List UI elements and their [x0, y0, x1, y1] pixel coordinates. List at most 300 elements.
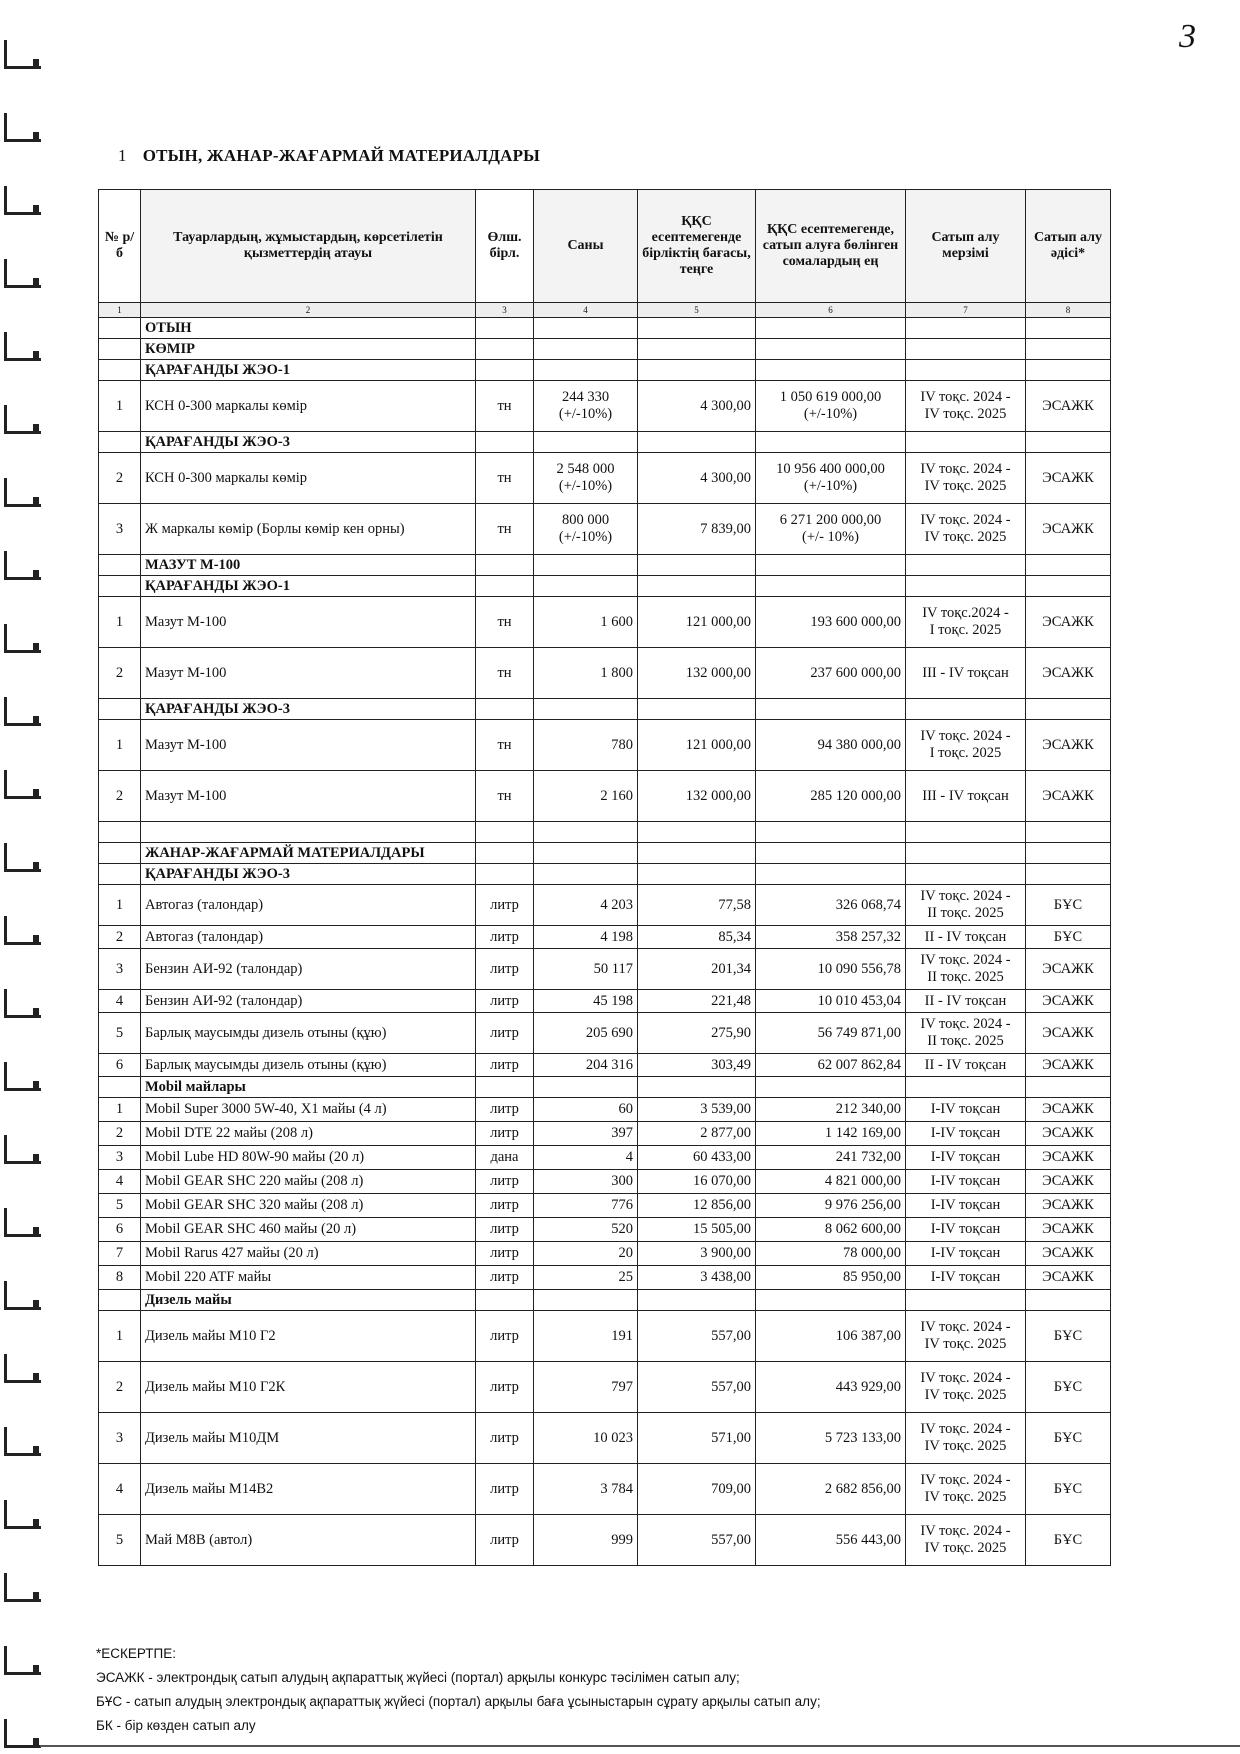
cell-item-name: Мазут М-100 [141, 771, 476, 822]
cell-unit-price: 709,00 [638, 1464, 756, 1515]
cell-unit: литр [476, 1362, 534, 1413]
footnote-line: БҰС - сатып алудың электрондық ақпараттық жүйесі (портал) арқылы баға ұсыныстарын сұрату арқылы сатып алу; [96, 1694, 821, 1709]
cell-item-name: Mobil 220 ATF майы [141, 1266, 476, 1290]
table-row [99, 885, 1111, 926]
cell-unit-price: 15 505,00 [638, 1218, 756, 1242]
binder-hook-icon [4, 1500, 41, 1529]
cell-number [99, 360, 141, 381]
table-row [99, 1413, 1111, 1464]
cell-item-name: Дизель майы М10 Г2 [141, 1311, 476, 1362]
binder-hook-icon [4, 770, 41, 799]
column-number-row [99, 303, 1111, 318]
section-row [99, 1290, 1111, 1311]
cell-empty [756, 576, 906, 597]
table-row [99, 1464, 1111, 1515]
section-row [99, 1077, 1111, 1098]
binder-holes [0, 0, 44, 1754]
cell-empty [638, 576, 756, 597]
binder-hook-icon [4, 1135, 41, 1164]
cell-number: 5 [99, 1194, 141, 1218]
binder-hook-icon [4, 989, 41, 1018]
cell-empty [476, 1290, 534, 1311]
cell-empty [638, 555, 756, 576]
cell-total: 358 257,32 [756, 926, 906, 949]
cell-empty [476, 699, 534, 720]
cell-empty [534, 1290, 638, 1311]
cell-number: 4 [99, 990, 141, 1013]
cell-empty [906, 576, 1026, 597]
cell-total: 106 387,00 [756, 1311, 906, 1362]
cell-unit-price: 121 000,00 [638, 597, 756, 648]
table-row [99, 1266, 1111, 1290]
cell-method: ЭСАЖК [1026, 648, 1111, 699]
cell-empty [638, 864, 756, 885]
cell-empty [534, 432, 638, 453]
cell-total: 56 749 871,00 [756, 1013, 906, 1054]
cell-unit: литр [476, 1013, 534, 1054]
cell-number: 4 [99, 1464, 141, 1515]
cell-item-name: Mobil GEAR SHC 220 майы (208 л) [141, 1170, 476, 1194]
cell-quantity: 244 330 (+/-10%) [534, 381, 638, 432]
cell-item-name: Мазут М-100 [141, 597, 476, 648]
cell-method: ЭСАЖК [1026, 720, 1111, 771]
cell-number: 5 [99, 1515, 141, 1566]
cell-empty [906, 1290, 1026, 1311]
binder-hook-icon [4, 1208, 41, 1237]
col-header-name: Тауарлардың, жұмыстардың, көрсетілетін қызметтердің атауы [141, 190, 476, 303]
cell-unit-price: 4 300,00 [638, 453, 756, 504]
cell-item-name: Барлық маусымды дизель отыны (құю) [141, 1013, 476, 1054]
cell-number: 3 [99, 949, 141, 990]
binder-hook-icon [4, 405, 41, 434]
cell-empty [638, 1077, 756, 1098]
col-header-number: № р/б [99, 190, 141, 303]
cell-item-name: Автогаз (талондар) [141, 885, 476, 926]
cell-total: 212 340,00 [756, 1098, 906, 1122]
cell-method: ЭСАЖК [1026, 1170, 1111, 1194]
section-label: КӨМІР [141, 339, 476, 360]
cell-empty [476, 822, 534, 843]
cell-empty [534, 699, 638, 720]
blank-row [99, 822, 1111, 843]
section-row [99, 432, 1111, 453]
cell-quantity: 205 690 [534, 1013, 638, 1054]
cell-empty [476, 864, 534, 885]
cell-number: 2 [99, 1362, 141, 1413]
cell-term: III - IV тоқсан [906, 771, 1026, 822]
cell-unit: литр [476, 885, 534, 926]
cell-method: ЭСАЖК [1026, 1098, 1111, 1122]
cell-total: 78 000,00 [756, 1242, 906, 1266]
cell-number: 7 [99, 1242, 141, 1266]
binder-hook-icon [4, 1646, 41, 1675]
cell-unit: литр [476, 1170, 534, 1194]
table-row [99, 1013, 1111, 1054]
cell-total: 1 142 169,00 [756, 1122, 906, 1146]
binder-hook-icon [4, 259, 41, 288]
cell-quantity: 300 [534, 1170, 638, 1194]
cell-unit: литр [476, 1122, 534, 1146]
binder-hook-icon [4, 40, 41, 69]
cell-empty [906, 555, 1026, 576]
cell-empty [534, 318, 638, 339]
table-row [99, 1218, 1111, 1242]
footnote [96, 1642, 821, 1738]
cell-unit-price: 132 000,00 [638, 771, 756, 822]
cell-unit: литр [476, 1515, 534, 1566]
cell-term: IV тоқс. 2024 - IV тоқс. 2025 [906, 1515, 1026, 1566]
cell-item-name: Бензин АИ-92 (талондар) [141, 990, 476, 1013]
section-row [99, 576, 1111, 597]
cell-total: 5 723 133,00 [756, 1413, 906, 1464]
cell-empty [638, 1290, 756, 1311]
cell-quantity: 25 [534, 1266, 638, 1290]
cell-number: 2 [99, 926, 141, 949]
cell-unit: тн [476, 648, 534, 699]
cell-number: 8 [99, 1266, 141, 1290]
col-num: 6 [756, 303, 906, 318]
cell-empty [638, 360, 756, 381]
cell-item-name: Барлық маусымды дизель отыны (құю) [141, 1054, 476, 1077]
cell-empty [476, 318, 534, 339]
cell-unit: тн [476, 771, 534, 822]
binder-hook-icon [4, 1062, 41, 1091]
cell-empty [756, 318, 906, 339]
cell-empty [1026, 1290, 1111, 1311]
cell-term: IV тоқс. 2024 - IV тоқс. 2025 [906, 1464, 1026, 1515]
cell-unit-price: 77,58 [638, 885, 756, 926]
cell-unit: тн [476, 720, 534, 771]
col-num: 3 [476, 303, 534, 318]
cell-number [99, 432, 141, 453]
cell-empty [534, 1077, 638, 1098]
binder-hook-icon [4, 916, 41, 945]
binder-hook-icon [4, 697, 41, 726]
cell-term: I-IV тоқсан [906, 1170, 1026, 1194]
binder-hook-icon [4, 478, 41, 507]
cell-empty [638, 432, 756, 453]
cell-empty [756, 699, 906, 720]
cell-empty [906, 1077, 1026, 1098]
cell-empty [534, 864, 638, 885]
cell-term: II - IV тоқсан [906, 990, 1026, 1013]
cell-unit: литр [476, 949, 534, 990]
cell-unit: литр [476, 1194, 534, 1218]
cell-unit: литр [476, 926, 534, 949]
cell-number: 1 [99, 1098, 141, 1122]
cell-unit-price: 557,00 [638, 1311, 756, 1362]
cell-total: 94 380 000,00 [756, 720, 906, 771]
cell-number: 1 [99, 1311, 141, 1362]
binder-hook-icon [4, 332, 41, 361]
cell-item-name: Бензин АИ-92 (талондар) [141, 949, 476, 990]
section-label: ОТЫН [141, 318, 476, 339]
section-number: 1 [118, 146, 127, 165]
cell-term: IV тоқс. 2024 - IV тоқс. 2025 [906, 1413, 1026, 1464]
cell-unit: тн [476, 381, 534, 432]
table-row [99, 1098, 1111, 1122]
cell-number [99, 576, 141, 597]
cell-number: 3 [99, 1146, 141, 1170]
cell-total: 4 821 000,00 [756, 1170, 906, 1194]
cell-unit-price: 201,34 [638, 949, 756, 990]
footnote-line: БК - бір көзден сатып алу [96, 1718, 256, 1733]
section-label: ҚАРАҒАНДЫ ЖЭО-3 [141, 864, 476, 885]
cell-term: IV тоқс.2024 - I тоқс. 2025 [906, 597, 1026, 648]
cell-unit-price: 132 000,00 [638, 648, 756, 699]
cell-quantity: 20 [534, 1242, 638, 1266]
cell-quantity: 999 [534, 1515, 638, 1566]
cell-total: 8 062 600,00 [756, 1218, 906, 1242]
cell-unit-price: 3 900,00 [638, 1242, 756, 1266]
cell-number: 6 [99, 1054, 141, 1077]
cell-empty [141, 822, 476, 843]
cell-empty [906, 843, 1026, 864]
cell-item-name: Дизель майы М14В2 [141, 1464, 476, 1515]
cell-number [99, 1290, 141, 1311]
cell-total: 10 956 400 000,00 (+/-10%) [756, 453, 906, 504]
cell-quantity: 4 [534, 1146, 638, 1170]
cell-empty [534, 360, 638, 381]
cell-method: ЭСАЖК [1026, 597, 1111, 648]
cell-unit: тн [476, 504, 534, 555]
section-row [99, 318, 1111, 339]
table-row [99, 597, 1111, 648]
cell-total: 556 443,00 [756, 1515, 906, 1566]
cell-term: I-IV тоқсан [906, 1122, 1026, 1146]
cell-number: 1 [99, 720, 141, 771]
cell-empty [756, 1077, 906, 1098]
cell-empty [756, 555, 906, 576]
cell-term: IV тоқс. 2024 - IV тоқс. 2025 [906, 381, 1026, 432]
cell-number [99, 699, 141, 720]
table-row [99, 1311, 1111, 1362]
cell-number: 2 [99, 771, 141, 822]
cell-item-name: Mobil GEAR SHC 320 майы (208 л) [141, 1194, 476, 1218]
table-row [99, 1170, 1111, 1194]
section-row [99, 555, 1111, 576]
cell-method: БҰС [1026, 1362, 1111, 1413]
cell-item-name: Ж маркалы көмір (Борлы көмір кен орны) [141, 504, 476, 555]
footnote-line: ЭСАЖК - электрондық сатып алудың ақпараттық жүйесі (портал) арқылы конкурс тәсілімен сатып алу; [96, 1670, 740, 1685]
cell-total: 241 732,00 [756, 1146, 906, 1170]
cell-empty [1026, 339, 1111, 360]
cell-quantity: 797 [534, 1362, 638, 1413]
cell-item-name: Автогаз (талондар) [141, 926, 476, 949]
cell-term: III - IV тоқсан [906, 648, 1026, 699]
cell-total: 193 600 000,00 [756, 597, 906, 648]
cell-total: 62 007 862,84 [756, 1054, 906, 1077]
table-row [99, 504, 1111, 555]
cell-total: 10 010 453,04 [756, 990, 906, 1013]
cell-term: IV тоқс. 2024 - II тоқс. 2025 [906, 885, 1026, 926]
cell-number: 1 [99, 597, 141, 648]
col-num: 4 [534, 303, 638, 318]
cell-term: II - IV тоқсан [906, 926, 1026, 949]
cell-empty [534, 339, 638, 360]
cell-unit: литр [476, 1266, 534, 1290]
cell-unit: литр [476, 1311, 534, 1362]
cell-empty [476, 555, 534, 576]
cell-method: ЭСАЖК [1026, 771, 1111, 822]
table-row [99, 381, 1111, 432]
cell-method: БҰС [1026, 926, 1111, 949]
header-row [99, 190, 1111, 303]
cell-empty [476, 339, 534, 360]
cell-number: 5 [99, 1013, 141, 1054]
cell-number: 1 [99, 381, 141, 432]
cell-empty [476, 432, 534, 453]
cell-quantity: 4 203 [534, 885, 638, 926]
section-label: Mobil майлары [141, 1077, 476, 1098]
cell-empty [638, 843, 756, 864]
section-label: Дизель майы [141, 1290, 476, 1311]
cell-total: 1 050 619 000,00 (+/-10%) [756, 381, 906, 432]
binder-hook-icon [4, 1719, 41, 1748]
page-bottom-line [40, 1745, 1240, 1747]
cell-method: БҰС [1026, 885, 1111, 926]
cell-unit: литр [476, 1098, 534, 1122]
cell-term: I-IV тоқсан [906, 1146, 1026, 1170]
cell-number: 2 [99, 453, 141, 504]
cell-empty [1026, 318, 1111, 339]
cell-empty [756, 360, 906, 381]
cell-empty [1026, 555, 1111, 576]
cell-empty [1026, 822, 1111, 843]
cell-term: II - IV тоқсан [906, 1054, 1026, 1077]
cell-method: ЭСАЖК [1026, 381, 1111, 432]
cell-number [99, 318, 141, 339]
cell-method: ЭСАЖК [1026, 1194, 1111, 1218]
col-header-total: ҚҚС есептемегенде, сатып алуға бөлінген сомалардың ең [756, 190, 906, 303]
cell-item-name: Mobil Lube HD 80W-90 майы (20 л) [141, 1146, 476, 1170]
cell-total: 10 090 556,78 [756, 949, 906, 990]
binder-hook-icon [4, 624, 41, 653]
cell-unit-price: 557,00 [638, 1362, 756, 1413]
cell-unit-price: 3 438,00 [638, 1266, 756, 1290]
cell-number: 3 [99, 504, 141, 555]
cell-number: 2 [99, 648, 141, 699]
cell-term: I-IV тоқсан [906, 1242, 1026, 1266]
table-row [99, 990, 1111, 1013]
cell-term: IV тоқс. 2024 - IV тоқс. 2025 [906, 1311, 1026, 1362]
cell-quantity: 204 316 [534, 1054, 638, 1077]
cell-total: 237 600 000,00 [756, 648, 906, 699]
cell-term: I-IV тоқсан [906, 1218, 1026, 1242]
cell-empty [534, 843, 638, 864]
cell-empty [756, 822, 906, 843]
table-body [99, 318, 1111, 1566]
cell-empty [476, 1077, 534, 1098]
col-num: 5 [638, 303, 756, 318]
cell-quantity: 50 117 [534, 949, 638, 990]
cell-empty [906, 432, 1026, 453]
cell-number [99, 864, 141, 885]
cell-unit-price: 7 839,00 [638, 504, 756, 555]
cell-quantity: 2 548 000 (+/-10%) [534, 453, 638, 504]
cell-item-name: Mobil GEAR SHC 460 майы (20 л) [141, 1218, 476, 1242]
cell-empty [99, 822, 141, 843]
cell-empty [1026, 360, 1111, 381]
cell-empty [638, 699, 756, 720]
binder-hook-icon [4, 186, 41, 215]
cell-term: IV тоқс. 2024 - II тоқс. 2025 [906, 1013, 1026, 1054]
cell-method: ЭСАЖК [1026, 504, 1111, 555]
cell-quantity: 1 600 [534, 597, 638, 648]
cell-term: IV тоқс. 2024 - IV тоқс. 2025 [906, 1362, 1026, 1413]
section-label: ҚАРАҒАНДЫ ЖЭО-1 [141, 360, 476, 381]
cell-method: ЭСАЖК [1026, 1146, 1111, 1170]
cell-total: 85 950,00 [756, 1266, 906, 1290]
binder-hook-icon [4, 843, 41, 872]
cell-unit-price: 303,49 [638, 1054, 756, 1077]
cell-term: IV тоқс. 2024 - IV тоқс. 2025 [906, 453, 1026, 504]
cell-item-name: Дизель майы М10ДМ [141, 1413, 476, 1464]
cell-number: 1 [99, 885, 141, 926]
cell-method: БҰС [1026, 1311, 1111, 1362]
cell-quantity: 191 [534, 1311, 638, 1362]
cell-number: 4 [99, 1170, 141, 1194]
cell-method: ЭСАЖК [1026, 1122, 1111, 1146]
section-title: ОТЫН, ЖАНАР-ЖАҒАРМАЙ МАТЕРИАЛДАРЫ [142, 146, 541, 165]
page-number: 3 [1179, 18, 1196, 55]
cell-unit: тн [476, 453, 534, 504]
cell-empty [534, 555, 638, 576]
col-header-method: Сатып алу әдісі* [1026, 190, 1111, 303]
cell-empty [638, 339, 756, 360]
cell-method: ЭСАЖК [1026, 453, 1111, 504]
cell-quantity: 1 800 [534, 648, 638, 699]
procurement-table [98, 189, 1111, 1566]
cell-number [99, 843, 141, 864]
section-label: ҚАРАҒАНДЫ ЖЭО-1 [141, 576, 476, 597]
cell-term: IV тоқс. 2024 - II тоқс. 2025 [906, 949, 1026, 990]
table-row [99, 1515, 1111, 1566]
cell-method: ЭСАЖК [1026, 1013, 1111, 1054]
section-label: ҚАРАҒАНДЫ ЖЭО-3 [141, 699, 476, 720]
cell-item-name: Дизель майы М10 Г2К [141, 1362, 476, 1413]
table-row [99, 1122, 1111, 1146]
section-row [99, 339, 1111, 360]
section-label: ҚАРАҒАНДЫ ЖЭО-3 [141, 432, 476, 453]
section-heading [118, 146, 540, 166]
table-row [99, 1054, 1111, 1077]
cell-term: I-IV тоқсан [906, 1266, 1026, 1290]
cell-empty [906, 339, 1026, 360]
cell-item-name: Mobil Rarus 427 майы (20 л) [141, 1242, 476, 1266]
cell-empty [756, 843, 906, 864]
cell-empty [906, 360, 1026, 381]
cell-unit-price: 4 300,00 [638, 381, 756, 432]
section-row [99, 843, 1111, 864]
cell-empty [638, 318, 756, 339]
cell-empty [534, 822, 638, 843]
cell-empty [638, 822, 756, 843]
col-header-quantity: Саны [534, 190, 638, 303]
table-row [99, 949, 1111, 990]
cell-method: ЭСАЖК [1026, 1218, 1111, 1242]
table-row [99, 1242, 1111, 1266]
cell-method: БҰС [1026, 1413, 1111, 1464]
footnote-title: *ЕСКЕРТПЕ: [96, 1646, 176, 1661]
section-row [99, 699, 1111, 720]
section-label: МАЗУТ М-100 [141, 555, 476, 576]
cell-unit: литр [476, 1413, 534, 1464]
cell-method: БҰС [1026, 1515, 1111, 1566]
cell-quantity: 780 [534, 720, 638, 771]
table-row [99, 1146, 1111, 1170]
cell-unit: литр [476, 1054, 534, 1077]
